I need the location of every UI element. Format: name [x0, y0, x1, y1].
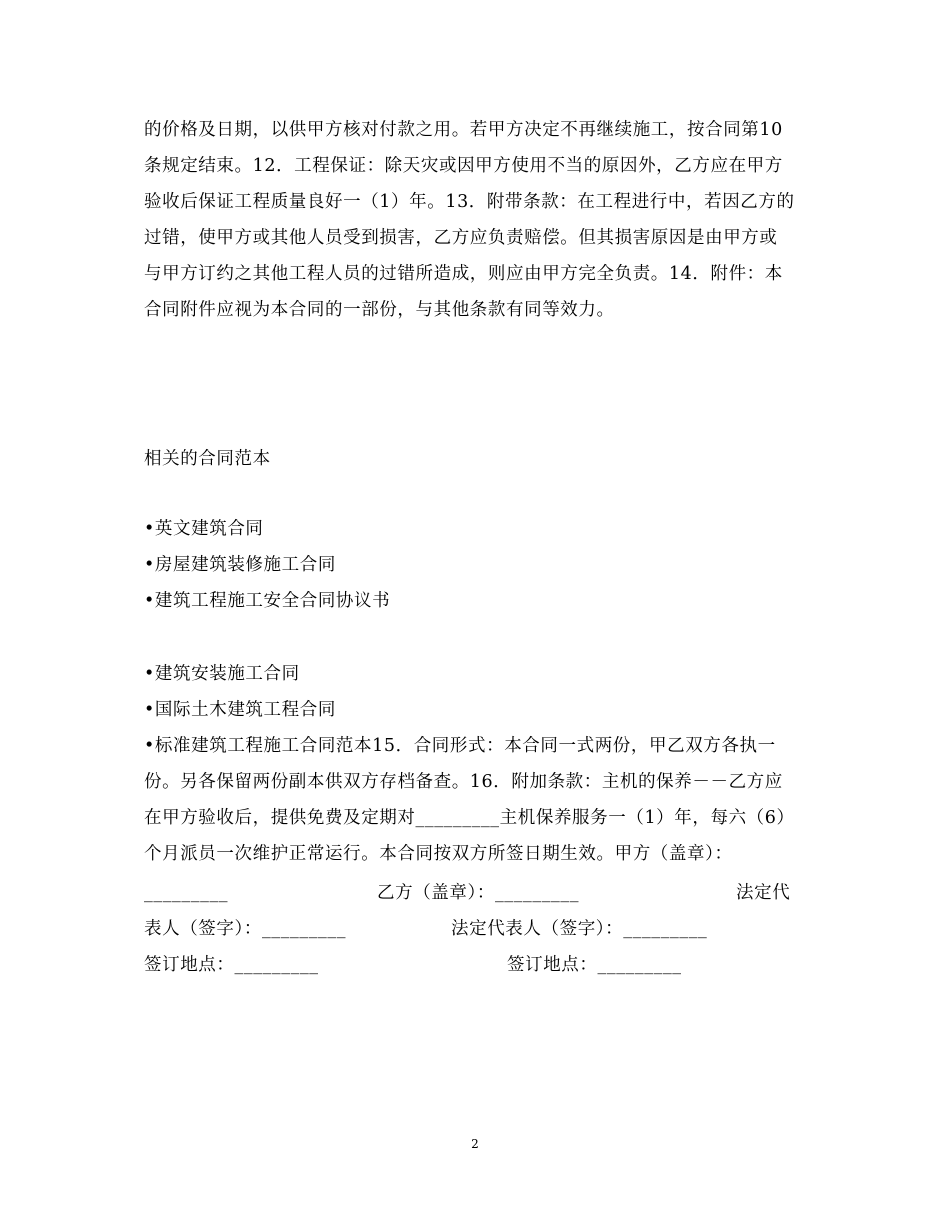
related-list-item: •建筑安装施工合同	[144, 664, 300, 684]
legal-rep-prefix: 法定代	[736, 883, 791, 903]
page-number: 2	[471, 1137, 479, 1151]
paragraph-line: •标准建筑工程施工合同范本15．合同形式：本合同一式两份，甲乙双方各执一	[144, 736, 776, 756]
legal-rep-a: 表人（签字）：_________	[144, 919, 347, 939]
signing-place-b: 签订地点：_________	[507, 955, 682, 975]
related-list-item: •国际土木建筑工程合同	[144, 700, 336, 720]
paragraph-line: 过错，使甲方或其他人员受到损害，乙方应负责赔偿。但其损害原因是由甲方或	[144, 228, 778, 248]
paragraph-line: 条规定结束。12．工程保证：除天灾或因甲方使用不当的原因外，乙方应在甲方	[144, 156, 783, 176]
paragraph-line: 验收后保证工程质量良好一（1）年。13．附带条款：在工程进行中，若因乙方的	[144, 192, 795, 212]
paragraph-line: 份。另各保留两份副本供双方存档备查。16．附加条款：主机的保养－－乙方应	[144, 772, 783, 792]
related-list-item: •英文建筑合同	[144, 519, 264, 539]
party-b-seal: 乙方（盖章）：_________	[377, 883, 580, 903]
related-list-item: •房屋建筑装修施工合同	[144, 555, 336, 575]
related-heading: 相关的合同范本	[144, 449, 271, 469]
paragraph-line: 合同附件应视为本合同的一部份，与其他条款有同等效力。	[144, 300, 615, 320]
party-a-seal-blank: _________	[144, 883, 229, 903]
paragraph-line: 的价格及日期，以供甲方核对付款之用。若甲方决定不再继续施工，按合同第10	[144, 120, 783, 140]
paragraph-line: 与甲方订约之其他工程人员的过错所造成，则应由甲方完全负责。14．附件：本	[144, 264, 783, 284]
paragraph-line: 个月派员一次维护正常运行。本合同按双方所签日期生效。甲方（盖章）：	[144, 844, 733, 864]
signing-place-a: 签订地点：_________	[144, 955, 319, 975]
paragraph-line: 在甲方验收后，提供免费及定期对_________主机保养服务一（1）年，每六（6）	[144, 808, 795, 828]
legal-rep-b: 法定代表人（签字）：_________	[451, 919, 708, 939]
related-list-item: •建筑工程施工安全合同协议书	[144, 591, 391, 611]
